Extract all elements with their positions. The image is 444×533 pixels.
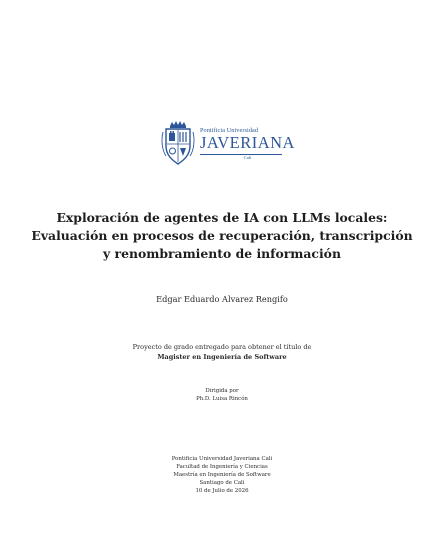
purpose-statement: Proyecto de grado entregado para obtener el título de bbox=[132, 343, 312, 351]
affiliation-university: Pontificia Universidad Javeriana Cali bbox=[171, 456, 273, 462]
university-logo bbox=[160, 120, 295, 166]
logo-line-cali: Cali bbox=[243, 154, 252, 160]
affiliation-program: Maestría en Ingeniería de Software bbox=[173, 472, 271, 478]
advisor-block bbox=[0, 387, 444, 403]
logo-line-pontificia: Pontificia Universidad bbox=[200, 126, 259, 134]
affiliation-city: Santiago de Cali bbox=[199, 480, 245, 486]
author-name: Edgar Eduardo Alvarez Rengifo bbox=[156, 294, 288, 304]
affiliation-faculty: Facultad de Ingeniería y Ciencias bbox=[176, 464, 268, 470]
thesis-title bbox=[0, 209, 444, 263]
affiliation-block bbox=[0, 455, 444, 495]
title-line-3: y renombramiento de información bbox=[103, 246, 341, 261]
title-line-2: Evaluación en procesos de recuperación, transcripción bbox=[31, 228, 413, 243]
advisor-label: Dirigida por bbox=[205, 388, 239, 394]
logo-line-javeriana: JAVERIANA bbox=[200, 133, 295, 153]
advisor-name: Ph.D. Luisa Rincón bbox=[196, 396, 248, 402]
affiliation-date: 10 de Julio de 2026 bbox=[195, 488, 249, 494]
logo-wordmark bbox=[200, 126, 295, 160]
degree-name: Magister en Ingeniería de Software bbox=[157, 352, 287, 361]
degree-purpose bbox=[0, 343, 444, 362]
title-line-1: Exploración de agentes de IA con LLMs locales: bbox=[56, 210, 388, 225]
university-crest-icon bbox=[160, 120, 196, 166]
logo-divider bbox=[200, 154, 282, 155]
